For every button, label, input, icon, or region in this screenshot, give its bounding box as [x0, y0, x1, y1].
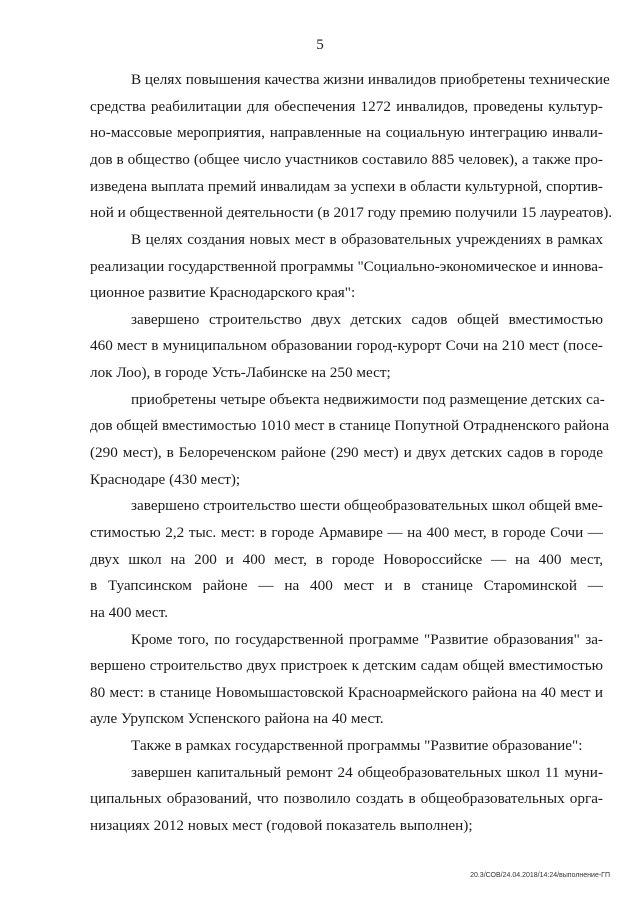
text-line: дов в общество (общее число участников составило 885 человек), а также про-: [90, 151, 603, 168]
text-line: вершено строительство двух пристроек к детским садам общей вместимостью: [90, 657, 603, 674]
footer-stamp: 20.3/СОВ/24.04.2018/14:24/выполнение-ГП: [470, 872, 610, 879]
text-line: завершено строительство двух детских садов общей вместимостью: [131, 311, 603, 328]
text-line: В целях повышения качества жизни инвалидов приобретены технические: [131, 71, 610, 88]
page-number: 5: [316, 37, 324, 53]
text-line: реализации государственной программы "Социально-экономическое и иннова-: [90, 258, 603, 275]
text-line: В целях создания новых мест в образовательных учреждениях в рамках: [131, 231, 603, 248]
text-line: на 400 мест.: [90, 604, 169, 621]
text-line: стимостью 2,2 тыс. мест: в городе Армавире — на 400 мест, в городе Сочи —: [90, 524, 603, 541]
text-line: в Туапсинском районе — на 400 мест и в станице Староминской —: [90, 577, 603, 594]
text-line: 460 мест в муниципальном образовании город-курорт Сочи на 210 мест (посе-: [90, 337, 603, 354]
text-line: Краснодаре (430 мест);: [90, 471, 241, 488]
text-line: изведена выплата премий инвалидам за успехи в области культурной, спортив-: [90, 178, 603, 195]
text-line: (290 мест), в Белореченском районе (290 мест) и двух детских садов в городе: [90, 444, 603, 461]
text-line: дов общей вместимостью 1010 мест в станице Попутной Отрадненского района: [90, 417, 609, 434]
text-line: низациях 2012 новых мест (годовой показатель выполнен);: [90, 817, 473, 834]
text-line: ауле Урупском Успенского района на 40 мест.: [90, 710, 384, 727]
text-line: завершено строительство шести общеобразовательных школ общей вме-: [131, 497, 603, 514]
text-line: Также в рамках государственной программы "Развитие образование":: [131, 737, 583, 754]
text-line: ципальных образований, что позволило создать в общеобразовательных орга-: [90, 790, 603, 807]
text-line: лок Лоо), в городе Усть-Лабинске на 250 мест;: [90, 364, 391, 381]
text-line: Кроме того, по государственной программе "Развитие образования" за-: [131, 631, 603, 648]
text-line: ционное развитие Краснодарского края":: [90, 284, 356, 301]
text-line: ной и общественной деятельности (в 2017 году премию получили 15 лауреатов).: [90, 204, 613, 221]
text-line: приобретены четыре объекта недвижимости под размещение детских са-: [131, 391, 605, 408]
text-line: средства реабилитации для обеспечения 1272 инвалидов, проведены культур-: [90, 98, 603, 115]
text-line: завершен капитальный ремонт 24 общеобразовательных школ 11 муни-: [131, 764, 603, 781]
text-line: но-массовые мероприятия, направленные на социальную интеграцию инвали-: [90, 124, 603, 141]
text-line: 80 мест: в станице Новомышастовской Красноармейского района на 40 мест и: [90, 684, 603, 701]
text-line: двух школ на 200 и 400 мест, в городе Новороссийске — на 400 мест,: [90, 551, 603, 568]
